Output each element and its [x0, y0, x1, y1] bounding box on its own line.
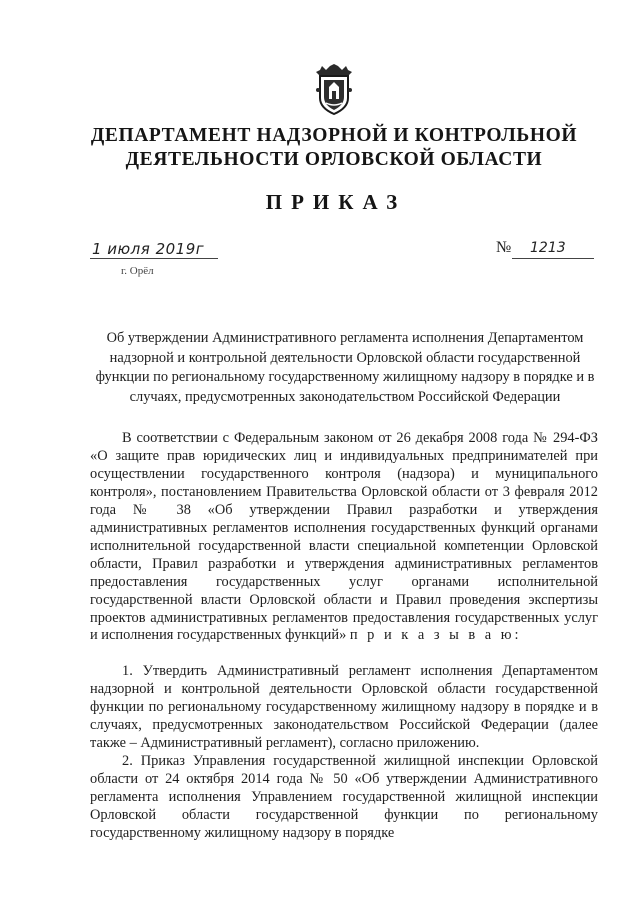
- number-underline: [512, 258, 594, 259]
- department-name: [0, 124, 640, 172]
- order-number-label: №: [496, 239, 512, 256]
- order-title: ПРИКАЗ: [265, 190, 407, 214]
- order-date: 1 июля 2019г: [92, 240, 205, 258]
- order-word: п р и к а з ы в а ю:: [349, 627, 522, 644]
- order-number: 1213: [530, 240, 566, 256]
- preamble-paragraph: [90, 430, 598, 645]
- order-city: г. Орёл: [121, 265, 154, 277]
- coat-of-arms-icon: [312, 60, 356, 116]
- item-1-paragraph: 1. Утвердить Административный регламент исполнения Департаментом надзорной и контрольной деятельности Орловской области государственной функции по региональному государственному жилищному надзору в порядке и в случаях, предусмотренных законодательством Российской Федерации (далее также – Административный регламент), согласно приложению.: [90, 663, 598, 752]
- preamble-text: В соответствии с Федеральным законом от 26 декабря 2008 года № 294-ФЗ «О защите прав юридических лиц и индивидуальных предпринимателей при осуществлении государственного контроля (надзора) и муниципального контроля», постановлением Правительства Орловской области от 3 февраля 2012 года № 38 «Об утверждении Правил разработки и утверждения административных регламентов исполнения государственных функций органами исполнительной государственной власти специальной компетенции Орловской области, Правил разработки и утверждения административных регламентов предоставления государственных услуг органами исполнительной государственной власти Орловской области и Правил проведения экспертизы проектов административных регламентов предоставления государственных услуг и исполнения государственных функций»: [90, 430, 598, 644]
- date-underline: [90, 258, 218, 259]
- order-body: [90, 430, 598, 843]
- item-2-paragraph: 2. Приказ Управления государственной жилищной инспекции Орловской области от 24 октября 2014 года № 50 «Об утверждении Административного регламента исполнения Управлением государственной жилищной инспекции Орловской области государственной функции по региональному государственному жилищному надзору в порядке: [90, 753, 598, 842]
- department-line-2: ДЕЯТЕЛЬНОСТИ ОРЛОВСКОЙ ОБЛАСТИ: [125, 149, 543, 170]
- order-subject: Об утверждении Административного регламента исполнения Департаментом надзорной и контрольной деятельности Орловской области государственной функции по региональному государственному жилищному надзору в порядке и в случаях, предусмотренных законодательством Российской Федерации: [95, 330, 595, 405]
- department-line-1: ДЕПАРТАМЕНТ НАДЗОРНОЙ И КОНТРОЛЬНОЙ: [90, 125, 578, 146]
